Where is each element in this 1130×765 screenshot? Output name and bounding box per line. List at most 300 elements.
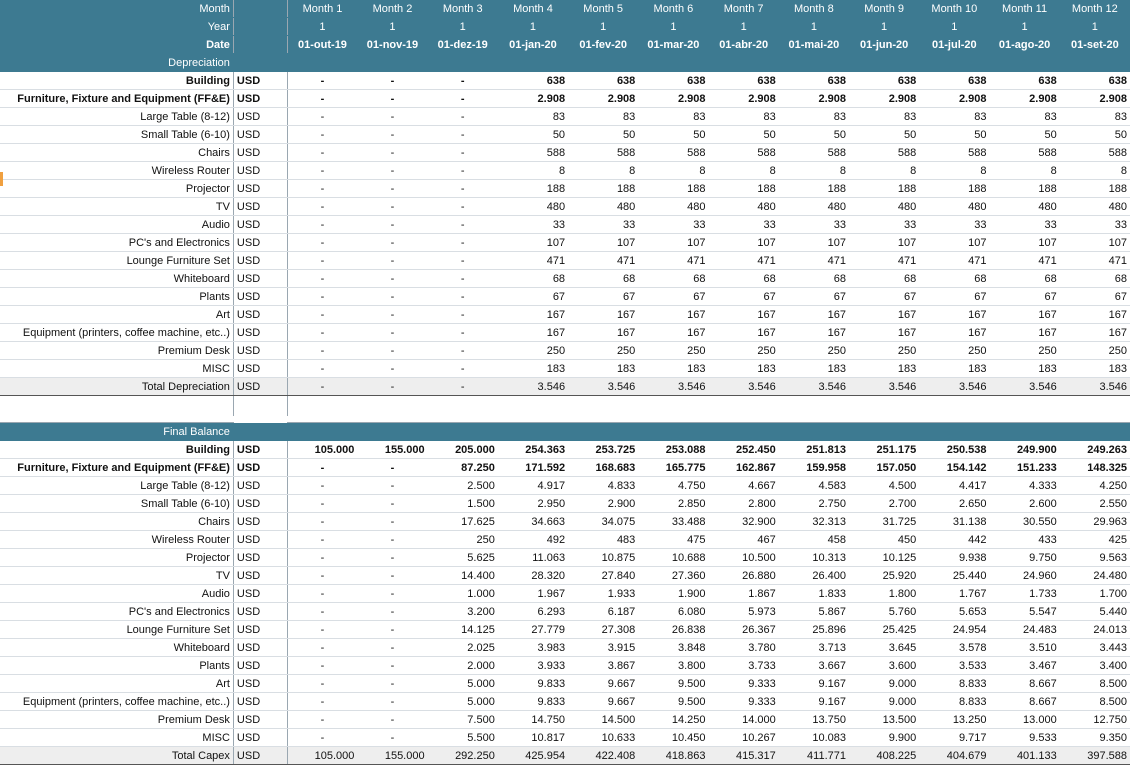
value-cell[interactable]: 2.850	[638, 495, 708, 513]
value-cell[interactable]: 68	[498, 270, 568, 288]
section-cell[interactable]	[1060, 423, 1130, 441]
value-cell[interactable]: -	[428, 270, 498, 288]
value-cell[interactable]: 9.500	[638, 693, 708, 711]
value-cell[interactable]: 167	[989, 324, 1059, 342]
value-cell[interactable]: 33	[638, 216, 708, 234]
date-header-row-cell[interactable]: 01-abr-20	[709, 36, 779, 54]
value-cell[interactable]: -	[287, 477, 357, 495]
value-cell[interactable]: 415.317	[709, 747, 779, 765]
value-cell[interactable]: 9.563	[1060, 549, 1130, 567]
currency-cell[interactable]: USD	[233, 729, 287, 747]
year-header-row-cell[interactable]: 1	[568, 18, 638, 36]
value-cell[interactable]: -	[428, 72, 498, 90]
value-cell[interactable]: 3.780	[709, 639, 779, 657]
value-cell[interactable]: 151.233	[989, 459, 1059, 477]
value-cell[interactable]: 183	[638, 360, 708, 378]
value-cell[interactable]: -	[428, 90, 498, 108]
month-header-row-cell[interactable]: Month 9	[849, 0, 919, 18]
value-cell[interactable]: 5.867	[779, 603, 849, 621]
value-cell[interactable]: 638	[709, 72, 779, 90]
currency-cell[interactable]: USD	[233, 270, 287, 288]
value-cell[interactable]: 167	[568, 324, 638, 342]
year-header-row-cell[interactable]: 1	[849, 18, 919, 36]
value-cell[interactable]: 10.313	[779, 549, 849, 567]
value-cell[interactable]: 3.200	[428, 603, 498, 621]
value-cell[interactable]: 588	[849, 144, 919, 162]
value-cell[interactable]: 3.983	[498, 639, 568, 657]
value-cell[interactable]: 3.546	[989, 378, 1059, 396]
blank-cell[interactable]	[568, 396, 638, 417]
value-cell[interactable]: -	[287, 378, 357, 396]
month-header-row-label[interactable]: Month	[0, 0, 233, 18]
value-cell[interactable]: 254.363	[498, 441, 568, 459]
value-cell[interactable]: 50	[919, 126, 989, 144]
value-cell[interactable]: 10.125	[849, 549, 919, 567]
row-label[interactable]: PC's and Electronics	[0, 603, 233, 621]
value-cell[interactable]: 8	[709, 162, 779, 180]
value-cell[interactable]: 24.483	[989, 621, 1059, 639]
value-cell[interactable]: 5.000	[428, 675, 498, 693]
value-cell[interactable]: -	[357, 270, 427, 288]
value-cell[interactable]: 83	[568, 108, 638, 126]
month-header-row-cell[interactable]: Month 10	[919, 0, 989, 18]
value-cell[interactable]: -	[428, 360, 498, 378]
currency-cell[interactable]: USD	[233, 513, 287, 531]
value-cell[interactable]: -	[428, 144, 498, 162]
value-cell[interactable]: 188	[919, 180, 989, 198]
row-label[interactable]: Lounge Furniture Set	[0, 252, 233, 270]
currency-cell[interactable]: USD	[233, 441, 287, 459]
blank-cell[interactable]	[233, 396, 287, 417]
row-label[interactable]: Wireless Router	[0, 531, 233, 549]
value-cell[interactable]: 188	[709, 180, 779, 198]
value-cell[interactable]: 4.333	[989, 477, 1059, 495]
currency-cell[interactable]: USD	[233, 378, 287, 396]
currency-cell[interactable]: USD	[233, 459, 287, 477]
value-cell[interactable]: 26.400	[779, 567, 849, 585]
month-header-row-currency-cell[interactable]	[233, 0, 287, 18]
value-cell[interactable]: -	[428, 252, 498, 270]
value-cell[interactable]: 9.833	[498, 675, 568, 693]
date-header-row-cell[interactable]: 01-jul-20	[919, 36, 989, 54]
value-cell[interactable]: 588	[779, 144, 849, 162]
value-cell[interactable]: 480	[989, 198, 1059, 216]
value-cell[interactable]: -	[357, 378, 427, 396]
value-cell[interactable]: 13.500	[849, 711, 919, 729]
value-cell[interactable]: 588	[568, 144, 638, 162]
value-cell[interactable]: 105.000	[287, 747, 357, 765]
value-cell[interactable]: 188	[638, 180, 708, 198]
value-cell[interactable]: 471	[568, 252, 638, 270]
value-cell[interactable]: 14.750	[498, 711, 568, 729]
value-cell[interactable]: 28.320	[498, 567, 568, 585]
section-cell[interactable]	[849, 54, 919, 72]
date-header-row-cell[interactable]: 01-ago-20	[989, 36, 1059, 54]
value-cell[interactable]: 249.900	[989, 441, 1059, 459]
value-cell[interactable]: 87.250	[428, 459, 498, 477]
value-cell[interactable]: 401.133	[989, 747, 1059, 765]
value-cell[interactable]: 107	[989, 234, 1059, 252]
value-cell[interactable]: -	[357, 360, 427, 378]
value-cell[interactable]: 8	[638, 162, 708, 180]
value-cell[interactable]: 9.000	[849, 693, 919, 711]
value-cell[interactable]: 5.760	[849, 603, 919, 621]
value-cell[interactable]: 26.838	[638, 621, 708, 639]
currency-cell[interactable]: USD	[233, 639, 287, 657]
value-cell[interactable]: 50	[1060, 126, 1130, 144]
value-cell[interactable]: -	[357, 198, 427, 216]
value-cell[interactable]: 3.933	[498, 657, 568, 675]
year-header-row-cell[interactable]: 1	[498, 18, 568, 36]
row-label[interactable]: Plants	[0, 657, 233, 675]
section-cell[interactable]	[357, 423, 427, 441]
value-cell[interactable]: 480	[919, 198, 989, 216]
row-label[interactable]: Chairs	[0, 144, 233, 162]
value-cell[interactable]: -	[357, 90, 427, 108]
value-cell[interactable]: 3.533	[919, 657, 989, 675]
value-cell[interactable]: 471	[989, 252, 1059, 270]
value-cell[interactable]: 5.440	[1060, 603, 1130, 621]
currency-cell[interactable]: USD	[233, 675, 287, 693]
blank-cell[interactable]	[0, 396, 233, 417]
value-cell[interactable]: 2.908	[709, 90, 779, 108]
year-header-row-cell[interactable]: 1	[989, 18, 1059, 36]
section-cell[interactable]	[989, 423, 1059, 441]
value-cell[interactable]: -	[357, 126, 427, 144]
value-cell[interactable]: -	[287, 585, 357, 603]
value-cell[interactable]: -	[357, 234, 427, 252]
value-cell[interactable]: -	[357, 144, 427, 162]
value-cell[interactable]: -	[357, 621, 427, 639]
row-label[interactable]: Total Capex	[0, 747, 233, 765]
currency-cell[interactable]: USD	[233, 90, 287, 108]
value-cell[interactable]: 10.267	[709, 729, 779, 747]
value-cell[interactable]: 25.425	[849, 621, 919, 639]
currency-cell[interactable]: USD	[233, 288, 287, 306]
row-label[interactable]: Building	[0, 441, 233, 459]
value-cell[interactable]: 250	[498, 342, 568, 360]
value-cell[interactable]: 480	[779, 198, 849, 216]
value-cell[interactable]: 31.725	[849, 513, 919, 531]
value-cell[interactable]: 171.592	[498, 459, 568, 477]
value-cell[interactable]: 467	[709, 531, 779, 549]
row-label[interactable]: TV	[0, 567, 233, 585]
value-cell[interactable]: 480	[1060, 198, 1130, 216]
month-header-row-cell[interactable]: Month 1	[287, 0, 357, 18]
value-cell[interactable]: 1.767	[919, 585, 989, 603]
value-cell[interactable]: -	[357, 324, 427, 342]
value-cell[interactable]: 408.225	[849, 747, 919, 765]
value-cell[interactable]: 67	[849, 288, 919, 306]
value-cell[interactable]: 67	[919, 288, 989, 306]
currency-cell[interactable]: USD	[233, 198, 287, 216]
value-cell[interactable]: 480	[709, 198, 779, 216]
value-cell[interactable]: 83	[849, 108, 919, 126]
value-cell[interactable]: 2.500	[428, 477, 498, 495]
blank-cell[interactable]	[779, 396, 849, 417]
section-cell[interactable]	[568, 54, 638, 72]
value-cell[interactable]: 638	[919, 72, 989, 90]
value-cell[interactable]: 4.250	[1060, 477, 1130, 495]
value-cell[interactable]: -	[428, 324, 498, 342]
value-cell[interactable]: -	[287, 288, 357, 306]
value-cell[interactable]: -	[287, 621, 357, 639]
value-cell[interactable]: 67	[779, 288, 849, 306]
value-cell[interactable]: -	[287, 657, 357, 675]
date-header-row-cell[interactable]: 01-dez-19	[428, 36, 498, 54]
value-cell[interactable]: 471	[709, 252, 779, 270]
value-cell[interactable]: 83	[498, 108, 568, 126]
value-cell[interactable]: 3.467	[989, 657, 1059, 675]
value-cell[interactable]: 471	[498, 252, 568, 270]
month-header-row-cell[interactable]: Month 6	[638, 0, 708, 18]
value-cell[interactable]: 252.450	[709, 441, 779, 459]
value-cell[interactable]: 3.546	[849, 378, 919, 396]
value-cell[interactable]: 5.973	[709, 603, 779, 621]
value-cell[interactable]: 5.000	[428, 693, 498, 711]
value-cell[interactable]: 251.813	[779, 441, 849, 459]
value-cell[interactable]: 1.933	[568, 585, 638, 603]
value-cell[interactable]: -	[357, 108, 427, 126]
value-cell[interactable]: 167	[919, 324, 989, 342]
value-cell[interactable]: 165.775	[638, 459, 708, 477]
month-header-row-cell[interactable]: Month 7	[709, 0, 779, 18]
value-cell[interactable]: -	[428, 378, 498, 396]
value-cell[interactable]: -	[357, 603, 427, 621]
row-label[interactable]: Chairs	[0, 513, 233, 531]
row-label[interactable]: Furniture, Fixture and Equipment (FF&E)	[0, 90, 233, 108]
value-cell[interactable]: -	[357, 675, 427, 693]
value-cell[interactable]: 26.367	[709, 621, 779, 639]
value-cell[interactable]: 188	[989, 180, 1059, 198]
value-cell[interactable]: 6.187	[568, 603, 638, 621]
value-cell[interactable]: 3.400	[1060, 657, 1130, 675]
value-cell[interactable]: 27.840	[568, 567, 638, 585]
currency-cell[interactable]: USD	[233, 162, 287, 180]
row-label[interactable]: MISC	[0, 360, 233, 378]
value-cell[interactable]: 3.600	[849, 657, 919, 675]
section-currency-cell[interactable]	[233, 54, 287, 72]
value-cell[interactable]: 67	[1060, 288, 1130, 306]
section-cell[interactable]	[709, 423, 779, 441]
blank-cell[interactable]	[989, 396, 1059, 417]
value-cell[interactable]: -	[357, 567, 427, 585]
section-currency-cell[interactable]	[233, 423, 287, 441]
value-cell[interactable]: 5.653	[919, 603, 989, 621]
value-cell[interactable]: 5.625	[428, 549, 498, 567]
value-cell[interactable]: 68	[849, 270, 919, 288]
month-header-row-cell[interactable]: Month 8	[779, 0, 849, 18]
currency-cell[interactable]: USD	[233, 549, 287, 567]
value-cell[interactable]: 2.550	[1060, 495, 1130, 513]
currency-cell[interactable]: USD	[233, 531, 287, 549]
value-cell[interactable]: 83	[919, 108, 989, 126]
value-cell[interactable]: 183	[779, 360, 849, 378]
value-cell[interactable]: 4.667	[709, 477, 779, 495]
value-cell[interactable]: -	[287, 513, 357, 531]
value-cell[interactable]: -	[287, 180, 357, 198]
value-cell[interactable]: 188	[779, 180, 849, 198]
value-cell[interactable]: 33	[709, 216, 779, 234]
row-label[interactable]: Small Table (6-10)	[0, 126, 233, 144]
value-cell[interactable]: 68	[1060, 270, 1130, 288]
value-cell[interactable]: 167	[638, 324, 708, 342]
value-cell[interactable]: 3.645	[849, 639, 919, 657]
value-cell[interactable]: 33	[779, 216, 849, 234]
section-cell[interactable]	[287, 423, 357, 441]
value-cell[interactable]: 33	[568, 216, 638, 234]
value-cell[interactable]: 8	[1060, 162, 1130, 180]
section-cell[interactable]	[919, 423, 989, 441]
section-cell[interactable]	[428, 54, 498, 72]
blank-cell[interactable]	[638, 396, 708, 417]
value-cell[interactable]: 2.025	[428, 639, 498, 657]
value-cell[interactable]: 250	[779, 342, 849, 360]
value-cell[interactable]: 638	[989, 72, 1059, 90]
row-label[interactable]: Plants	[0, 288, 233, 306]
value-cell[interactable]: -	[287, 549, 357, 567]
value-cell[interactable]: -	[287, 729, 357, 747]
value-cell[interactable]: 83	[779, 108, 849, 126]
value-cell[interactable]: 3.713	[779, 639, 849, 657]
value-cell[interactable]: 411.771	[779, 747, 849, 765]
value-cell[interactable]: 2.908	[638, 90, 708, 108]
section-title[interactable]: Final Balance	[0, 423, 233, 441]
value-cell[interactable]: 480	[849, 198, 919, 216]
value-cell[interactable]: 107	[498, 234, 568, 252]
value-cell[interactable]: 3.546	[779, 378, 849, 396]
section-cell[interactable]	[498, 54, 568, 72]
currency-cell[interactable]: USD	[233, 126, 287, 144]
value-cell[interactable]: 167	[1060, 324, 1130, 342]
value-cell[interactable]: 492	[498, 531, 568, 549]
value-cell[interactable]: 183	[568, 360, 638, 378]
value-cell[interactable]: -	[357, 306, 427, 324]
value-cell[interactable]: 2.908	[849, 90, 919, 108]
value-cell[interactable]: 50	[709, 126, 779, 144]
value-cell[interactable]: 638	[568, 72, 638, 90]
value-cell[interactable]: 24.960	[989, 567, 1059, 585]
value-cell[interactable]: 1.500	[428, 495, 498, 513]
value-cell[interactable]: 3.578	[919, 639, 989, 657]
value-cell[interactable]: 67	[638, 288, 708, 306]
value-cell[interactable]: 250	[849, 342, 919, 360]
value-cell[interactable]: 292.250	[428, 747, 498, 765]
value-cell[interactable]: 68	[709, 270, 779, 288]
value-cell[interactable]: 588	[1060, 144, 1130, 162]
value-cell[interactable]: 638	[1060, 72, 1130, 90]
section-title[interactable]: Depreciation	[0, 54, 233, 72]
value-cell[interactable]: 167	[498, 324, 568, 342]
row-label[interactable]: Small Table (6-10)	[0, 495, 233, 513]
value-cell[interactable]: 1.733	[989, 585, 1059, 603]
value-cell[interactable]: 9.900	[849, 729, 919, 747]
value-cell[interactable]: 422.408	[568, 747, 638, 765]
value-cell[interactable]: 8.667	[989, 693, 1059, 711]
value-cell[interactable]: 3.546	[709, 378, 779, 396]
year-header-row-cell[interactable]: 1	[357, 18, 427, 36]
month-header-row-cell[interactable]: Month 3	[428, 0, 498, 18]
row-label[interactable]: Whiteboard	[0, 639, 233, 657]
value-cell[interactable]: 249.263	[1060, 441, 1130, 459]
value-cell[interactable]: 471	[1060, 252, 1130, 270]
value-cell[interactable]: 1.000	[428, 585, 498, 603]
value-cell[interactable]: -	[287, 360, 357, 378]
value-cell[interactable]: -	[287, 216, 357, 234]
value-cell[interactable]: 167	[919, 306, 989, 324]
row-label[interactable]: Art	[0, 675, 233, 693]
value-cell[interactable]: 9.533	[989, 729, 1059, 747]
value-cell[interactable]: 1.867	[709, 585, 779, 603]
value-cell[interactable]: 83	[709, 108, 779, 126]
value-cell[interactable]: -	[287, 603, 357, 621]
value-cell[interactable]: -	[357, 252, 427, 270]
section-cell[interactable]	[779, 54, 849, 72]
value-cell[interactable]: 12.750	[1060, 711, 1130, 729]
value-cell[interactable]: 29.963	[1060, 513, 1130, 531]
blank-cell[interactable]	[428, 396, 498, 417]
value-cell[interactable]: -	[357, 585, 427, 603]
value-cell[interactable]: 250	[428, 531, 498, 549]
row-label[interactable]: Projector	[0, 180, 233, 198]
value-cell[interactable]: 638	[779, 72, 849, 90]
value-cell[interactable]: 4.417	[919, 477, 989, 495]
value-cell[interactable]: 159.958	[779, 459, 849, 477]
value-cell[interactable]: 638	[638, 72, 708, 90]
value-cell[interactable]: 25.440	[919, 567, 989, 585]
section-cell[interactable]	[498, 423, 568, 441]
value-cell[interactable]: -	[357, 288, 427, 306]
value-cell[interactable]: -	[357, 513, 427, 531]
value-cell[interactable]: 68	[779, 270, 849, 288]
value-cell[interactable]: 13.750	[779, 711, 849, 729]
value-cell[interactable]: 418.863	[638, 747, 708, 765]
value-cell[interactable]: 13.000	[989, 711, 1059, 729]
value-cell[interactable]: -	[287, 324, 357, 342]
currency-cell[interactable]: USD	[233, 711, 287, 729]
row-label[interactable]: Audio	[0, 585, 233, 603]
row-label[interactable]: Premium Desk	[0, 342, 233, 360]
value-cell[interactable]: 105.000	[287, 441, 357, 459]
value-cell[interactable]: 3.848	[638, 639, 708, 657]
date-header-row-cell[interactable]: 01-mai-20	[779, 36, 849, 54]
value-cell[interactable]: -	[357, 180, 427, 198]
value-cell[interactable]: 83	[1060, 108, 1130, 126]
value-cell[interactable]: 167	[779, 324, 849, 342]
value-cell[interactable]: 251.175	[849, 441, 919, 459]
row-label[interactable]: Whiteboard	[0, 270, 233, 288]
blank-cell[interactable]	[709, 396, 779, 417]
currency-cell[interactable]: USD	[233, 477, 287, 495]
value-cell[interactable]: 107	[849, 234, 919, 252]
value-cell[interactable]: 30.550	[989, 513, 1059, 531]
value-cell[interactable]: 33	[498, 216, 568, 234]
value-cell[interactable]: 9.667	[568, 675, 638, 693]
value-cell[interactable]: 8	[498, 162, 568, 180]
value-cell[interactable]: 253.088	[638, 441, 708, 459]
value-cell[interactable]: 9.750	[989, 549, 1059, 567]
row-label[interactable]: Audio	[0, 216, 233, 234]
value-cell[interactable]: 33.488	[638, 513, 708, 531]
value-cell[interactable]: 6.080	[638, 603, 708, 621]
blank-cell[interactable]	[919, 396, 989, 417]
value-cell[interactable]: -	[287, 567, 357, 585]
value-cell[interactable]: -	[287, 306, 357, 324]
value-cell[interactable]: 188	[1060, 180, 1130, 198]
value-cell[interactable]: 3.510	[989, 639, 1059, 657]
currency-cell[interactable]: USD	[233, 180, 287, 198]
value-cell[interactable]: 3.667	[779, 657, 849, 675]
